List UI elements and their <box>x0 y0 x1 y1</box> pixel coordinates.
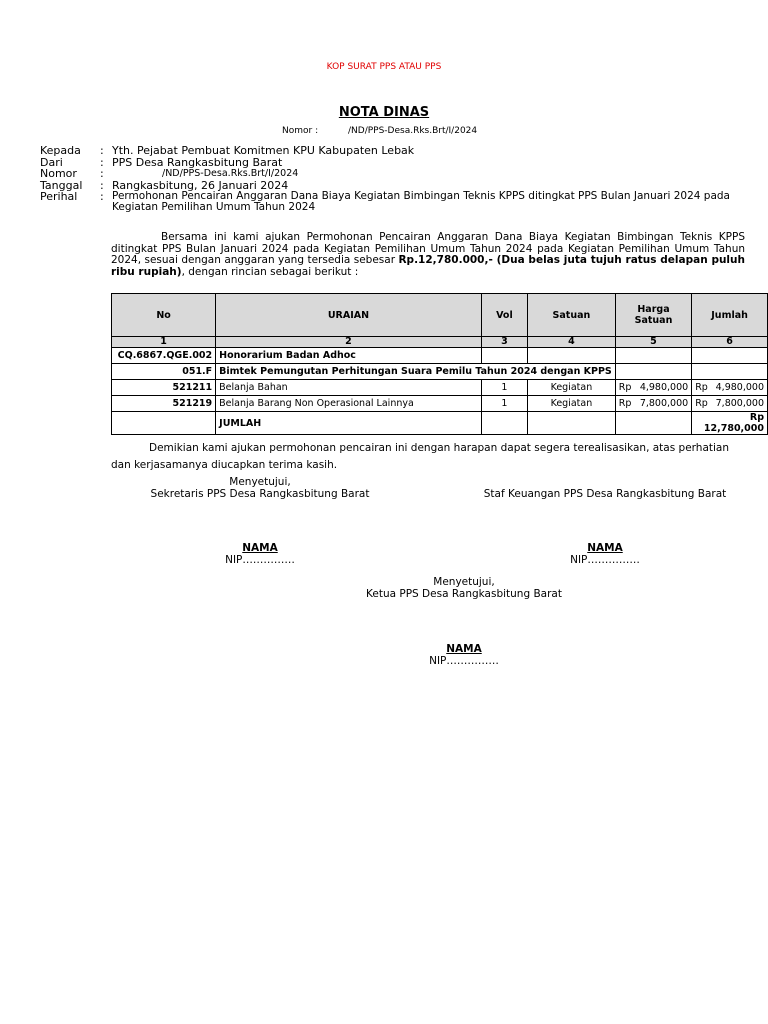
sig-approval: Menyetujui, <box>229 476 291 488</box>
table-total-row <box>112 412 768 435</box>
table-index-row <box>112 337 768 348</box>
currency-label: Rp <box>618 382 632 393</box>
jumlah-value: 4,980,000 <box>715 382 764 393</box>
field-key: Nomor <box>40 167 77 180</box>
header-harga: Harga Satuan <box>615 294 691 337</box>
jumlah-value: 7,800,000 <box>715 398 764 409</box>
row-uraian: Belanja Barang Non Operasional Lainnya <box>216 396 482 412</box>
field-key: Dari <box>40 155 63 169</box>
currency-label: Rp <box>695 398 708 409</box>
field-value: Permohonan Pencairan Anggaran Dana Biaya Kegiatan Bimbingan Teknis KPPS ditingkat PPS Bulan Januari 2024 pada Kegiatan Pemilihan Umum Tahun 2024 <box>112 190 730 213</box>
signature-left <box>120 476 400 500</box>
row-vol: 1 <box>481 380 527 396</box>
index-cell: 1 <box>112 337 216 348</box>
field-value: PPS Desa Rangkasbitung Barat <box>112 155 283 169</box>
table-header-row <box>112 294 768 337</box>
field-key: Kepada <box>40 144 81 157</box>
row-satuan: Kegiatan <box>528 380 616 396</box>
row-harga <box>615 348 691 364</box>
field-perihal <box>40 191 752 212</box>
field-key: Perihal <box>40 190 78 203</box>
field-value: /ND/PPS-Desa.Rks.Brt/I/2024 <box>162 168 299 179</box>
field-value: Yth. Pejabat Pembuat Komitmen KPU Kabupaten Lebak <box>112 144 415 157</box>
field-nomor <box>40 168 752 180</box>
sig-name: NAMA <box>446 643 482 655</box>
row-uraian: Belanja Bahan <box>216 380 482 396</box>
index-cell: 6 <box>692 337 768 348</box>
row-vol <box>481 348 527 364</box>
total-empty <box>615 412 691 435</box>
sig-approval: Menyetujui, <box>433 576 495 588</box>
row-satuan: Kegiatan <box>528 396 616 412</box>
document-title: NOTA DINAS <box>338 105 430 120</box>
row-code: 521211 <box>112 380 216 396</box>
row-jumlah <box>692 364 768 380</box>
sig-role: Staf Keuangan PPS Desa Rangkasbitung Barat <box>483 488 727 500</box>
row-jumlah <box>692 396 768 412</box>
row-code: 521219 <box>112 396 216 412</box>
currency-label: Rp <box>695 382 708 393</box>
body-paragraph <box>111 232 745 278</box>
closing-paragraph: Demikian kami ajukan permohonan pencairan ini dengan harapan dapat segera terealisasikan, atas perhatian dan kerjasamanya diucapkan terima kasih. <box>111 442 730 471</box>
nomor-line <box>282 126 477 136</box>
row-harga <box>615 380 691 396</box>
signature-center <box>324 576 604 600</box>
field-key: Tanggal <box>40 178 83 192</box>
index-cell: 2 <box>216 337 482 348</box>
total-empty <box>481 412 527 435</box>
row-code: CQ.6867.QGE.002 <box>112 348 216 364</box>
row-code: 051.F <box>112 364 216 380</box>
index-cell: 5 <box>615 337 691 348</box>
body-amount: Rp.12,780.000,- (Dua belas juta tujuh ratus delapan puluh ribu rupiah) <box>111 254 745 278</box>
field-colon: : <box>100 167 104 180</box>
total-empty <box>528 412 616 435</box>
header-vol: Vol <box>481 294 527 337</box>
signature-left-name <box>120 542 400 566</box>
sig-name: NAMA <box>242 542 278 554</box>
row-vol: 1 <box>481 396 527 412</box>
total-empty <box>112 412 216 435</box>
header-uraian: URAIAN <box>216 294 482 337</box>
signature-right-name <box>460 542 750 566</box>
table-row <box>112 396 768 412</box>
letterhead-placeholder: KOP SURAT PPS ATAU PPS <box>326 62 442 72</box>
row-uraian: Bimtek Pemungutan Perhitungan Suara Pemilu Tahun 2024 dengan KPPS <box>216 364 616 380</box>
signature-center-name <box>324 643 604 667</box>
header-satuan: Satuan <box>528 294 616 337</box>
sig-nip: NIP…………… <box>225 554 295 566</box>
detail-table <box>111 293 768 435</box>
harga-value: 7,800,000 <box>639 398 689 409</box>
signature-right <box>460 488 750 500</box>
body-text-2: , dengan rincian sebagai berikut : <box>181 265 359 278</box>
field-kepada <box>40 145 752 157</box>
harga-value: 4,980,000 <box>639 382 689 393</box>
field-dari <box>40 157 752 169</box>
table-row <box>112 380 768 396</box>
row-harga <box>615 396 691 412</box>
field-colon: : <box>100 190 104 203</box>
index-cell: 4 <box>528 337 616 348</box>
sig-name: NAMA <box>587 542 623 554</box>
header-fields <box>40 145 752 212</box>
row-jumlah <box>692 348 768 364</box>
total-label: JUMLAH <box>216 412 482 435</box>
row-satuan <box>528 348 616 364</box>
field-value: Rangkasbitung, 26 Januari 2024 <box>112 178 289 192</box>
currency-label: Rp <box>618 398 632 409</box>
index-cell: 3 <box>481 337 527 348</box>
field-colon: : <box>100 144 104 157</box>
field-colon: : <box>100 155 104 169</box>
row-harga <box>615 364 691 380</box>
table-row <box>112 348 768 364</box>
sig-nip: NIP…………… <box>570 554 640 566</box>
table-row <box>112 364 768 380</box>
sig-role: Ketua PPS Desa Rangkasbitung Barat <box>366 588 562 600</box>
row-jumlah <box>692 380 768 396</box>
body-text-1: Bersama ini kami ajukan Permohonan Pencairan Anggaran Dana Biaya Kegiatan Bimbingan Teknis KPPS ditingkat PPS Bulan Januari 2024 pada Kegiatan Pemilihan Umum Tahun 2024 pada Kegiatan Pemilihan Umum Tahun 2024, sesuai dengan anggaran yang tersedia sebesar <box>111 231 745 266</box>
row-uraian: Honorarium Badan Adhoc <box>216 348 482 364</box>
sig-nip: NIP…………… <box>429 655 499 667</box>
nomor-label: Nomor : <box>282 126 319 136</box>
nomor-value: /ND/PPS-Desa.Rks.Brt/I/2024 <box>348 126 478 136</box>
total-value: Rp 12,780,000 <box>692 412 768 435</box>
header-jumlah: Jumlah <box>692 294 768 337</box>
field-colon: : <box>100 178 104 192</box>
header-no: No <box>112 294 216 337</box>
sig-role: Sekretaris PPS Desa Rangkasbitung Barat <box>150 488 370 500</box>
